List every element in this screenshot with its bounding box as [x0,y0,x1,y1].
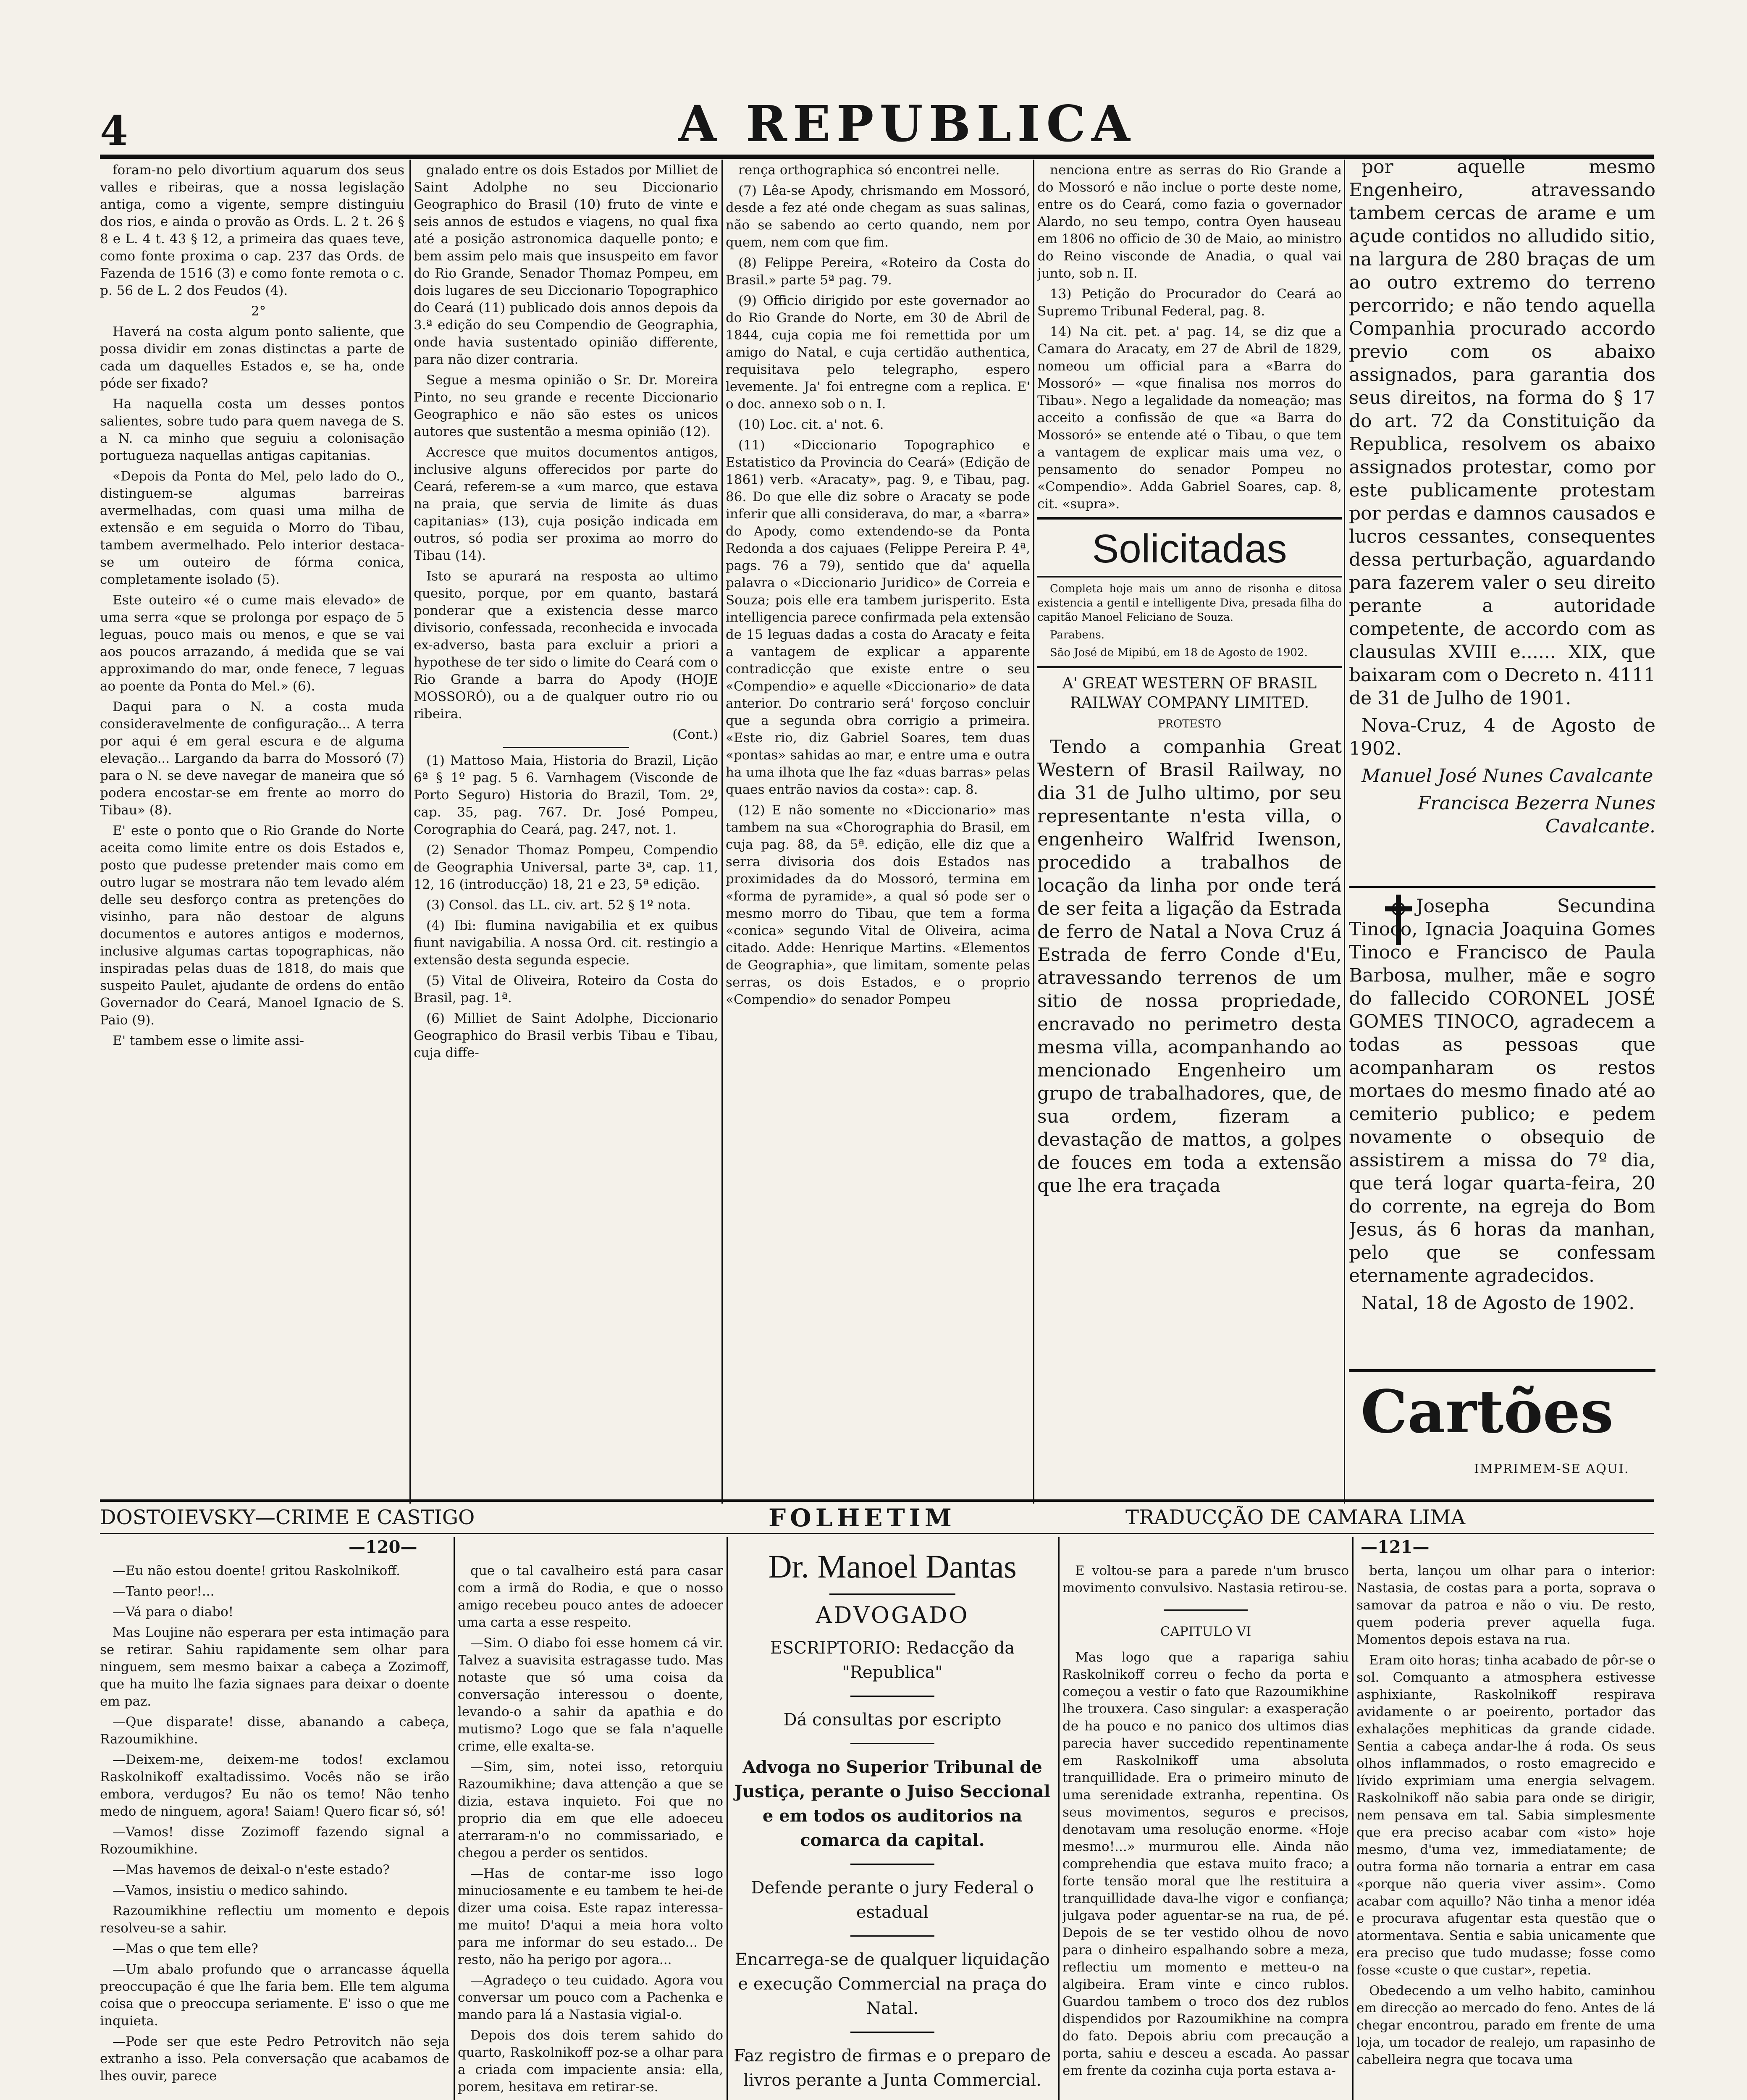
ad-line: Advoga no Superior Tribunal de Justiça, perante o Juiso Seccional e em todos os auditorios na comarca da capital. [734,1757,1050,1850]
cartoes-ad: Cartões [1361,1378,1613,1446]
continuation-note: (Cont.) [672,727,718,742]
column-divider [1344,160,1345,1504]
paragraph: —Um abalo profundo que o arrancasse áquella preoccupação é que lhe faria bem. Elle tem alguma coisa que o preoccupa seriamente. E' isso o que me inquieta. [100,1962,449,2029]
folhetim-column-1 [100,1562,449,2100]
footnote: rença orthographica só encontrei nelle. [738,163,1000,178]
paragraph: —Tanto peor!... [113,1584,215,1599]
solicitadas-heading: Solicitadas [1092,526,1287,571]
paragraph: que o tal cavalheiro está para casar com a irmã do Rodia, e que o nosso amigo recebeu pouco antes de adoecer uma carta a esse respeito. [458,1563,723,1630]
ad-rule [850,1696,934,1697]
ad-rule [850,1935,934,1937]
paragraph: Mas logo que a rapariga sahiu Raskolnikoff correu o fecho da porta e começou a vestir o fato que Razoumikhine lhe trouxera. Caso singular: a exasperação de ha pouco e no panico dos ultimos dias parecia haver succedido repentinamente em Raskolnikoff uma absoluta tranquillidade. Era o primeiro minuto de uma serenidade extranha, repentina. Os seus movimentos, seguros e precisos, denotavam uma resolução enorme. «Hoje mesmo!...» murmurou elle. Ainda não comprehendia que estava muito fraco; a forte tensão moral que lhe restituira a tranquillidade dava-lhe vigor e confiança; julgava poder aguentar-se na rua, de pé. Depois de se ter vestido olhou de novo para o dinheiro espalhando sobre a meza, reflectiu um momento e metteu-o na algibeira. Eram vinte e cinco rublos. Guardou tambem o troco dos dez rublos dispendidos por Razoumikhine na compra do fato. Depois abriu com precaução a porta, sahiu e desceu a escada. Ao passar em frente da cozinha cuja porta estava a- [1062,1650,1349,2078]
folhetim-column-3 [1062,1562,1349,2100]
footnote: 13) Petição do Procurador do Ceará ao Supremo Tribunal Federal, pag. 8. [1037,286,1342,319]
lawyer-ad [731,1546,1054,2100]
obituary-date: Natal, 18 de Agosto de 1902. [1361,1292,1635,1314]
folhetim-rule [100,1533,1654,1534]
footnote: (9) Officio dirigido por este governador ao do Rio Grande do Norte, em 30 de Abril de 1844, cuja copia me foi remettida por um amigo do Natal, e cuja certidão authentica, requisitava pelo telegrapho, espero levemente. Ja' foi entregne com a replica. E' o doc. annexo sob o n. I. [726,293,1030,412]
section-rule [1037,666,1342,668]
folhetim-page-right: —121— [1361,1537,1430,1557]
paragraph: Eram oito horas; tinha acabado de pôr-se o sol. Comquanto a atmosphera estivesse asphixiante, Raskolnikoff respirava avidamente o ar poeirento, portador das exhalações mephiticas da grande cidade. Sentia a cabeça andar-lhe á roda. Os seus olhos inflammados, o rosto emagrecido e lívido exprimiam uma energia selvagem. Raskolnikoff não sabia para onde se dirigir, nem pensava em tal. Sabia simplesmente que era preciso acabar com «isto» hoje mesmo, d'uma vez, immediatamente; de outra forma não tornaria a entrar em casa «porque não queria viver assim». Como acabar com aquillo? Não tinha a menor idéa e procurava afugentar esta questão que o atormentava. Sentia e sabia unicamente que era preciso que tudo mudasse; fosse como fosse «custe o que custar», repetia. [1356,1653,1655,1978]
paragraph: —Vá para o diabo! [113,1604,234,1620]
folhetim-author-title: DOSTOIEVSKY—CRIME E CASTIGO [100,1506,475,1529]
column-divider [727,1537,728,2100]
paragraph: Obedecendo a um velho habito, caminhou em direcção ao mercado do feno. Antes de lá chegar encontrou, parado em frente de uma loja, um tocador de realejo, um rapasinho de cabelleira negra que tocava uma [1356,1983,1655,2067]
obituary [1349,895,1655,1365]
imprimem-line: IMPRIMEM-SE AQUI. [1474,1462,1629,1476]
folhetim-column-2 [458,1562,723,2100]
railway-heading: A' GREAT WESTERN OF BRASIL RAILWAY COMPANY LIMITED. [1062,675,1317,711]
paragraph: E' tambem esse o limite assi- [113,1033,304,1048]
paragraph: —Agradeço o teu cuidado. Agora vou conversar um pouco com a Pachenka e mando para lá a Nastasia vigial-o. [458,1973,723,2022]
folhetim-title: FOLHETIM [769,1504,956,1532]
article-column-5 [1349,155,1655,932]
paragraph: —Has de contar-me isso logo minuciosamente e eu tambem te hei-de dizer uma coisa. Este rapaz interessa-me muito! D'aqui a meia hora volto para me informar do seu estado... De resto, não ha perigo por agora... [458,1866,723,1967]
birthday-notice: Completa hoje mais um anno de risonha e ditosa existencia a gentil e intelligente Diva, presada filha do capitão Manoel Feliciano de Souza. [1037,583,1342,624]
birthday-congrats: Parabens. [1050,629,1105,641]
column-divider [1033,160,1034,1504]
paragraph: —Vamos! disse Zozimoff fazendo signal a Rozoumikhine. [100,1824,449,1857]
ad-rule [850,1743,934,1744]
paragraph: —Que disparate! disse, abanando a cabeça, Razoumikhine. [100,1714,449,1747]
paragraph: gnalado entre os dois Estados por Milliet de Saint Adolphe no seu Diccionario Geographico do Brasil (10) fruto de vinte e seis annos de estudos e viagens, no qual fixa até a posição astronomica daquelle ponto; e bem assim pelo mais que insuspeito em favor do Rio Grande, Senador Thomaz Pompeu, em dois lugares de seu Diccionario Topographico do Ceará (11) publicado dois annos depois da 3.ª edição do seu Compendio de Geographia, onde havia sustentado opinião differente, para não dizer contraria. [414,163,718,367]
paragraph: —Vamos, insistiu o medico sahindo. [113,1883,348,1898]
folhetim-page-left: —120— [349,1537,417,1557]
paragraph: —Pode ser que este Pedro Petrovitch não seja extranho a isso. Pela conversação que acabamos de lhes ouvir, parece [100,2034,449,2084]
ad-line: Faz registro de firmas e o preparo de livros perante a Junta Commercial. [734,2046,1051,2090]
obituary-text: Josepha Secundina Tinoco, Ignacia Joaquina Gomes Tinoco e Francisco de Paula Barbosa, mulher, mãe e sogro do fallecido CORONEL JOSÉ GOMES TINOCO, agradecem a todas as pessoas que acompanharam os restos mortaes do mesmo finado até ao cemiterio publico; e pedem novamente o obsequio de assistirem a missa do 7º dia, que terá logar quarta-feira, 20 do corrente, na egreja do Bom Jesus, ás 6 horas da manhan, pelo que se confessam eternamente agradecidos. [1349,895,1655,1286]
column-divider [409,160,411,1504]
paragraph: foram-no pelo divortium aquarum dos seus valles e ribeiras, que a nossa legislação antiga, como a vigente, sempre distinguiu dos rios, e ainda o provão as Ords. L. 2 t. 26 § 8 e L. 4 t. 43 § 12, a primeira das quaes teve, como fonte proxima o cap. 237 das Ords. de Fazenda de 1516 (3) e como fonte remota o c. p. 56 de L. 2 dos Feudos (4). [100,163,404,298]
ad-line: ESCRIPTORIO: Redacção da "Republica" [770,1638,1015,1682]
paragraph: —Mas havemos de deixal-o n'este estado? [113,1862,390,1877]
ad-line: Dá consultas por escripto [783,1710,1002,1730]
chapter-rule [1164,1609,1248,1611]
protesto-body-wrap [1037,735,1342,1202]
footnote: (2) Senador Thomaz Pompeu, Compendio de Geographia Universal, parte 3ª, cap. 11, 12, 16 (introducção) 18, 21 e 23, 5ª edição. [414,843,718,892]
footnote: 14) Na cit. pet. a' pag. 14, se diz que a Camara do Aracaty, em 27 de Abril de 1829, nomeou um official para a «Barra do Mossoró» — «que finalisa nos morros do Tibau». Nego a legalidade da nomeação; mas acceito a confissão de que «a Barra do Mossoró» se entende até o Tibau, o que tem a vantagem de explicar mais uma vez, o pensamento do senador Pompeu no «Compendio». Adda Gabriel Soares, cap. 8, cit. «supra». [1037,324,1342,512]
page-number: 4 [100,107,128,155]
paragraph: Isto se apurará na resposta ao ultimo quesito, porque, por em quanto, bastará ponderar que a existencia desse marco divisorio, confessada, reconhecida e invocada ex-adverso, basta para excluir a priori a hypothese de ter sido o limite do Ceará com o Rio Grande a barra do Apody (HOJE MOSSORÓ), ou a de qualquer outro rio ou ribeira. [414,569,718,722]
paragraph: Este outeiro «é o cume mais elevado» de uma serra «que se prolonga por espaço de 5 leguas, pouco mais ou menos, e que se vai aos poucos arrazando, á medida que se vai approximando do mar, onde fenece, 7 leguas ao poente da Ponta do Mel.» (6). [100,593,404,694]
footnote: (6) Milliet de Saint Adolphe, Diccionario Geographico do Brasil verbis Tibau e Tibau, cuja diffe- [414,1011,718,1060]
paragraph: Accresce que muitos documentos antigos, inclusive alguns offerecidos por parte do Ceará, referem-se a «um marco, que estava na praia, que servia de limite ás duas capitanias» (13), cuja posição indicada em outros, só podia ser proxima ao morro do Tibau (14). [414,445,718,563]
footnote: nenciona entre as serras do Rio Grande a do Mossoró e não inclue o porte deste nome, entre os do Ceará, como fazia o governador Alardo, no seu tempo, contra Oyen hauseau em 1806 no officio de 30 de Maio, ao ministro do Reino visconde de Anadia, o qual vai junto, sob n. II. [1037,163,1342,281]
paragraph: E' este o ponto que o Rio Grande do Norte aceita como limite entre os dois Estados e, posto que pudesse pretender mais como em outro lugar se mostrara não tem levado além delle seu desforço contra as pretenções do visinho, para não destoar de alguns documentos e autores antigos e modernos, inclusive algumas cartas topographicas, não inspiradas pelas duas de 1818, do mais que suspeito Paulet, ajudante de ordens do então Governador do Ceará, Manoel Ignacio de S. Paio (9). [100,823,404,1028]
signature: Manuel José Nunes Cavalcante [1361,765,1653,787]
article-column-3 [726,162,1030,1497]
paragraph: —Eu não estou doente! gritou Raskolnikoff. [113,1563,400,1578]
protesto-body: Tendo a companhia Great Western of Brasil Railway, no dia 31 de Julho ultimo, por seu representante n'esta villa, o engenheiro Walfrid Iwenson, procedido a trabalhos de locação da linha por onde terá de ser feita a ligação da Estrada de ferro de Natal a Nova Cruz á Estrada de ferro Conde d'Eu, atravessando terrenos de um sitio de nossa propriedade, encravado no perimetro desta mesma villa, acompanhando ao mencionado Engenheiro um grupo de trabalhadores, que, de sua ordem, fizeram a devastação de mattos, a golpes de fouces em toda a extensão que lhe era traçada [1037,736,1342,1197]
lawyer-profession: ADVOGADO [816,1602,969,1628]
paragraph: berta, lançou um olhar para o interior: Nastasia, de costas para a porta, soprava o samovar da patroa e não o viu. De resto, quem poderia prever aquella fuga. Momentos depois estava na rua. [1356,1563,1655,1647]
signature: Francisca Bezerra Nunes Cavalcante. [1418,793,1655,837]
column-divider [1352,1537,1354,2100]
footnote: (11) «Diccionario Topographico e Estatistico da Provincia do Ceará» (Edição de 1861) verb. «Aracaty», pag. 9, e Tibau, pag. 86. Do que elle diz sobre o Aracaty se pode inferir que alli considerava, do mar, a «barra» do Apody, como extendendo-se da Ponta Redonda a dos cajuaes (Felippe Pereira P. 4ª, pags. 76 a 79), sentido que da' aquella palavra o «Diccionario Juridico» de Correia e Souza; pois elle era tambem jurisperito. Esta intelligencia parece confirmada pela extensão de 15 leguas dadas a costa do Aracaty e feita a vantagem de explicar a apparente contradicção que existe entre o seu «Compendio» e aquelle «Diccionario» de data anterior. Do contrario será' forçoso concluir que a segunda obra corrigio a primeira. «Este rio, diz Gabriel Soares, tem duas «pontas» sahidas ao mar, e entre uma e outra ha uma ilhota que lhe faz «duas barras» pelas quaes entrão navios da costa»: cap. 8. [726,438,1030,797]
ad-line: Defende perante o jury Federal o estadual [751,1878,1034,1922]
protesto-place-date: Nova-Cruz, 4 de Agosto de 1902. [1349,715,1655,759]
column-divider [454,1537,455,2100]
ad-rule [850,2032,934,2033]
paragraph: Razoumikhine reflectiu um momento e depois resolveu-se a sahir. [100,1903,449,1936]
paragraph: Mas Loujine não esperara per esta intimação para se retirar. Sahiu rapidamente sem olhar para ninguem, sem mesmo baixar a cabeça a Zozimoff, que ha muito lhe fazia signaes para deixar o doente em paz. [100,1625,449,1709]
paragraph: —Sim. O diabo foi esse homem cá vir. Talvez a suavisita estragasse tudo. Mas notaste que só uma coisa da conversação interessou o doente, levando-o a sahir da apathia e do mutismo? Logo que se fala n'aquelle crime, elle exalta-se. [458,1635,723,1754]
article-column-4 [1037,162,1342,1497]
folhetim-column-4 [1356,1562,1655,2100]
folhetim-translator: TRADUCÇÃO DE CAMARA LIMA [1125,1506,1466,1529]
ad-rule [850,1864,934,1865]
footnote: (7) Lêa-se Apody, chrismando em Mossoró, desde a fez até onde chegam as suas salinas, não se sabendo ao certo quando, nem por quem, nem com que fim. [726,183,1030,250]
paragraph: —Deixem-me, deixem-me todos! exclamou Raskolnikoff exaltadissimo. Vocês não se irão embora, verdugos? Eu não os temo! Não tenho medo de ninguem, agora! Saiam! Quero ficar só, só! [100,1752,449,1819]
footnote: (12) E não somente no «Diccionario» mas tambem na sua «Chorographia do Brasil, em cuja pag. 88, da 5ª. edição, elle diz que a serra divisoria dos dois Estados nas proximidades da do Mossoró, termina em «forma de pyramide», a qual só pode ser o mesmo morro do Tibau, que tem a forma «conica» segundo Vital de Oliveira, acima citado. Adde: Henrique Martins. «Elementos de Geographia», que limitam, somente pelas serras, os dois Estados, e o proprio «Compendio» do senador Pompeu [726,803,1030,1007]
footnote-rule [503,747,629,748]
paragraph: Segue a mesma opinião o Sr. Dr. Moreira Pinto, no seu grande e recente Diccionario Geographico e não são estes os unicos autores que sustentão a mesma opinião (12). [414,373,718,439]
chapter-heading: CAPITULO VI [1160,1624,1251,1639]
protesto-heading: PROTESTO [1157,718,1222,730]
article-column-2 [414,162,718,1497]
section-rule [1037,576,1342,578]
paragraph: E voltou-se para a parede n'um brusco movimento convulsivo. Nastasia retirou-se. [1062,1563,1349,1596]
paragraph: «Depois da Ponta do Mel, pelo lado do O., distinguem-se algumas barreiras avermelhadas, com quasi uma milha de extensão e em seguida o Morro do Tibau, tambem avermelhado. Pelo interior destaca-se um outeiro de fórma conica, completamente isolado (5). [100,469,404,587]
paragraph: Depois dos dois terem sahido do quarto, Raskolnikoff poz-se a olhar para a criada com impaciente ansia: ella, porem, hesitava em retirar-se. [458,2028,723,2095]
section-rule [1349,886,1655,888]
section-rule [1037,517,1342,520]
footnote: (8) Felippe Pereira, «Roteiro da Costa do Brasil.» parte 5ª pag. 79. [726,255,1030,288]
paragraph: Haverá na costa algum ponto saliente, que possa dividir em zonas distinctas a parte de cada um daquelles Estados e, se ha, onde póde ser fixado? [100,324,404,391]
footnote: (3) Consol. das LL. civ. art. 52 § 1º nota. [426,898,691,913]
lawyer-name: Dr. Manoel Dantas [768,1548,1017,1585]
paragraph: Ha naquella costa um desses pontos salientes, sobre tudo para quem navega de S. a N. ca minho que seguiu a colonisação portugueza naquellas antigas capitanias. [100,396,404,463]
masthead: A REPUBLICA [678,94,1136,153]
ad-line: Encarrega-se de qualquer liquidação e execução Commercial na praça do Natal. [735,1950,1050,2018]
protesto-continuation: por aquelle mesmo Engenheiro, atravessando tambem cercas de arame e um açude contidos no alludido sitio, na largura de 280 braças de um ao outro extremo do terreno percorrido; e não tendo aquella Companhia procurado accordo previo com os abaixo assignados, para garantia dos seus direitos, na forma do § 17 do art. 72 da Constituição da Republica, resolvem os abaixo assignados protestar, como por este publicamente protestam por perdas e damnos causados e lucros cessantes, consequentes dessa perturbação, aguardando para fazerem valer o seu direito perante a autoridade competente, de accordo com as clausulas XVIII e...... XIX, que baixaram com o Decreto n. 4111 de 31 de Julho de 1901. [1349,156,1655,709]
folhetim-rule [100,1499,1654,1502]
birthday-date: São José de Mipibú, em 18 de Agosto de 1902. [1050,646,1308,659]
footnote: (10) Loc. cit. a' not. 6. [738,417,884,432]
footnote: (5) Vital de Oliveira, Roteiro da Costa do Brasil, pag. 1ª. [414,973,718,1005]
article-column-1 [100,162,404,1497]
paragraph: Daqui para o N. a costa muda consideravelmente de configuração... A terra por aqui é em geral escura e de alguma elevação... Largando da barra do Mossoró (7) para o N. se deve navegar de maneira que só podera encostar-se em frente ao morro do Tibau» (8). [100,699,404,818]
paragraph: —Sim, sim, notei isso, retorquiu Razoumikhine; dava attenção a que se dizia, estava inquieto. Foi que no proprio dia em que elle adoeceu aterraram-n'o no commissariado, e chegou a perder os sentidos. [458,1759,723,1861]
section-number: 2° [251,304,266,319]
footnote: (1) Mattoso Maia, Historia do Brazil, Lição 6ª § 1º pag. 5 6. Varnhagem (Visconde de Porto Seguro) Historia do Brazil, Tom. 2º, cap. 35, pag. 767. Dr. José Pompeu, Corographia do Ceará, pag. 247, not. 1. [414,753,718,837]
section-rule [1349,1369,1655,1372]
column-divider [1058,1537,1060,2100]
ad-rule [829,1593,955,1595]
column-divider [721,160,723,1504]
footnote: (4) Ibi: flumina navigabilia et ex quibus fiunt navigabilia. A nossa Ord. cit. restingio a extensão desta segunda especie. [414,918,718,968]
paragraph: —Mas o que tem elle? [113,1941,258,1956]
